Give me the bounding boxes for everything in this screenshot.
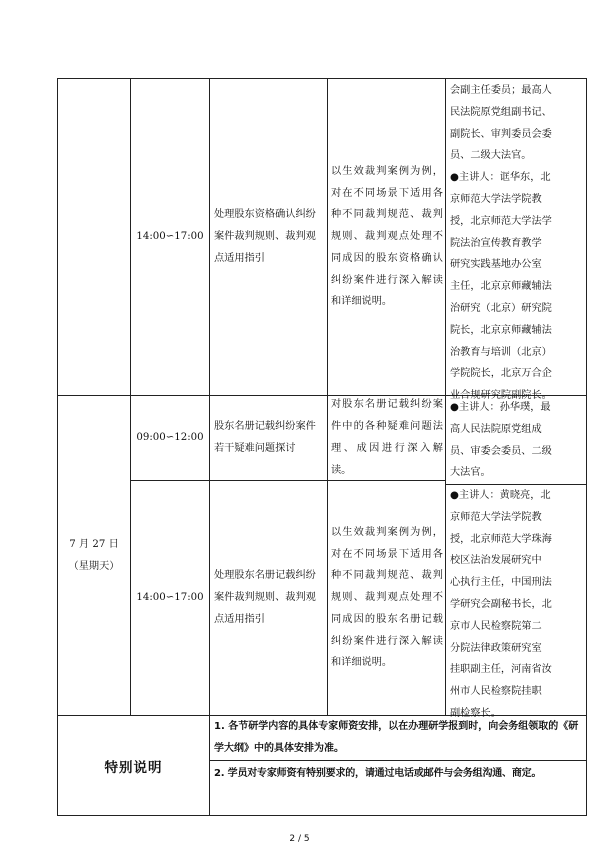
speaker-line: 京师范大学法学院教 — [450, 511, 542, 523]
row2-topic: 股东名册记载纠纷案件若干疑难问题探讨 — [214, 421, 316, 454]
row3-speaker — [450, 485, 584, 725]
note-divider — [209, 760, 586, 761]
speaker-line: 员、二级大法官。 — [450, 150, 532, 162]
row2-time-cell — [131, 396, 209, 480]
row3-topic-cell — [214, 481, 324, 715]
special-label-cell — [58, 716, 209, 815]
row1-speaker — [450, 80, 584, 407]
speaker-line: 州市人民检察院挂职 — [450, 686, 542, 698]
row3-time-cell — [131, 481, 209, 715]
speaker-line: 院长，北京京师藏辅法 — [450, 324, 552, 336]
special-note-2: 2. 学员对专家师资有特别要求的，请通过电话或邮件与会务组沟通、商定。 — [214, 768, 542, 779]
speaker-line: 学院院长，北京万合企 — [450, 368, 552, 380]
col-divider-special — [209, 715, 210, 816]
speaker-line: ●主讲人：孙华璞，最 — [450, 402, 551, 413]
speaker-line: 心执行主任，中国刑法 — [450, 577, 552, 589]
speaker-line: 主任，北京京师藏辅法 — [450, 281, 552, 293]
row1-content-cell — [331, 79, 443, 395]
weekday-label: （星期天） — [68, 560, 120, 572]
row3-content-cell — [331, 481, 443, 715]
speaker-line: 民法院原党组副书记、 — [450, 106, 552, 118]
speaker-line: 院法治宣传教育教学 — [450, 237, 542, 249]
row2-speaker — [450, 397, 584, 484]
table-border-bottom — [57, 815, 587, 816]
row1-time-cell — [131, 79, 209, 395]
speaker-line: 治教育与培训（北京） — [450, 346, 552, 358]
speaker-line: 校区法治发展研究中 — [450, 555, 542, 567]
speaker-line: 业合规研究院副院长。 — [450, 390, 552, 402]
row2-time: 09:00∽12:00 — [136, 432, 204, 444]
speaker-line: 研究实践基地办公室 — [450, 259, 542, 271]
speaker-line: ●主讲人：诓华东，北 — [450, 172, 551, 184]
speaker-line: 会副主任委员；最高人 — [450, 85, 552, 96]
col-divider-topic — [327, 78, 328, 715]
col-divider-content — [445, 78, 446, 715]
speaker-line: ●主讲人：黄晓亮，北 — [450, 490, 551, 501]
speaker-line: 副检察长。 — [450, 707, 501, 719]
speaker-line: 员、审委会委员、二级 — [450, 445, 552, 457]
row2-topic-cell — [214, 396, 324, 480]
special-label: 特别说明 — [104, 759, 163, 776]
speaker-line: 大法官。 — [450, 467, 491, 479]
speaker-line: 京市人民检察院第二 — [450, 620, 542, 632]
col-divider-time — [209, 78, 210, 715]
date-cell — [58, 396, 130, 715]
row1-topic-cell — [214, 79, 324, 395]
speaker-line: 高人民法院原党组成 — [450, 423, 542, 435]
row1-time: 14:00∽17:00 — [136, 231, 204, 243]
speaker-line: 授，北京师范大学法学 — [450, 215, 552, 227]
row1-content: 以生效裁判案例为例，对在不同场景下适用各种不同裁判规范、裁判规则、裁判观点处理不同成因的股东资格确认纠纷案件进行深入解读和详细说明。 — [331, 165, 443, 308]
speaker-line: 授，北京师范大学珠海 — [450, 533, 552, 545]
special-note-1: 1. 各节研学内容的具体专家师资安排，以在办理研学报到时，向会务组领取的《研学大纲》中的具体安排为准。 — [214, 721, 579, 754]
speaker-line: 京师范大学法学院教 — [450, 193, 542, 205]
speaker-line: 挂职副主任，河南省汝 — [450, 664, 552, 676]
special-note-1-cell — [214, 716, 584, 760]
row3-topic: 处理股东名册记载纠纷案件裁判规则、裁判观点适用指引 — [214, 570, 316, 625]
row2-content-cell — [331, 396, 443, 480]
table-border-right — [586, 78, 587, 816]
row3-content: 以生效裁判案例为例，对在不同场景下适用各种不同裁判规范、裁判规则、裁判观点处理不同成因的股东名册记载纠纷案件进行深入解读和详细说明。 — [331, 526, 443, 669]
row3-time: 14:00∽17:00 — [136, 592, 204, 604]
special-note-2-cell — [214, 763, 586, 813]
speaker-line: 副院长、审判委员会委 — [450, 128, 552, 140]
page-number: 2 / 5 — [289, 834, 310, 844]
speaker-line: 治研究（北京）研究院 — [450, 302, 552, 314]
date-label: 7 月 27 日 — [69, 538, 119, 550]
row2-content: 对股东名册记载纠纷案件中的各种疑难问题法理、成因进行深入解读。 — [331, 399, 443, 476]
speaker-line: 分院法律政策研究室 — [450, 642, 542, 654]
speaker-line: 学研究会副秘书长，北 — [450, 598, 552, 610]
row1-topic: 处理股东资格确认纠纷案件裁判规则、裁判观点适用指引 — [214, 209, 316, 264]
